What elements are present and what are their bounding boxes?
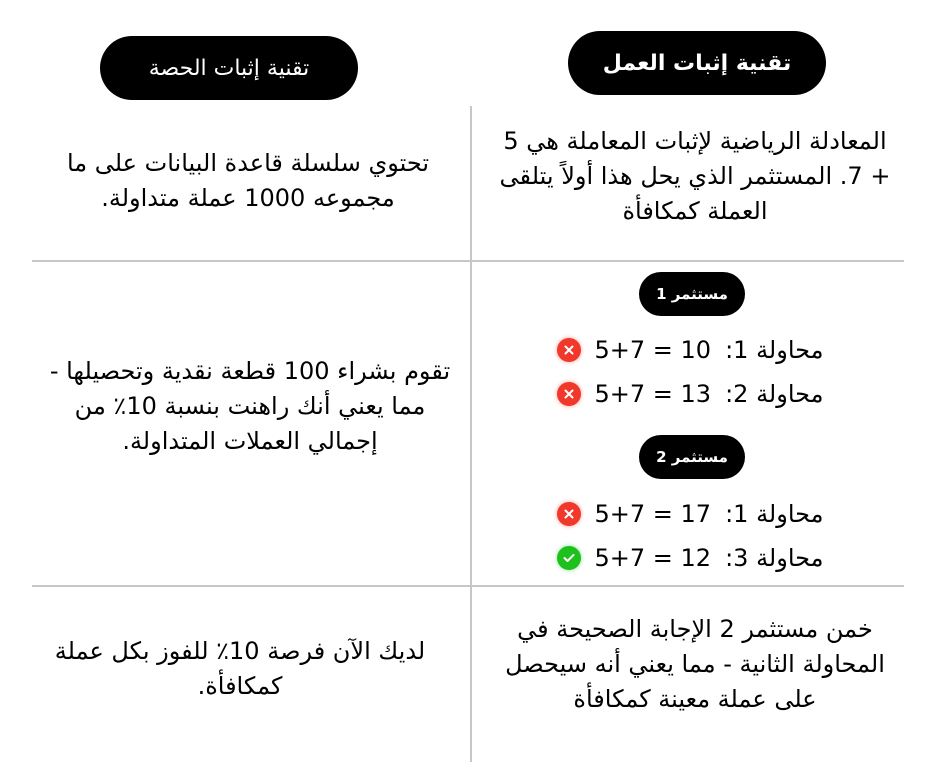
miner-2-badge: مستثمر 2	[639, 435, 745, 479]
proof-of-work-header: تقنية إثبات العمل	[568, 31, 826, 95]
column-divider	[470, 106, 472, 762]
pos-row2-text: تقوم بشراء 100 قطعة نقدية وتحصيلها - مما يعني أنك راهنت بنسبة 10٪ من إجمالي العملات المتداولة.	[49, 357, 451, 455]
pow-row1-text: المعادلة الرياضية لإثبات المعاملة هي 5 + 7. المستثمر الذي يحل هذا أولاً يتلقى العملة كمكافأة	[499, 127, 891, 225]
attempt-row	[480, 332, 900, 368]
success-check-icon	[557, 546, 581, 570]
attempt-row	[480, 376, 900, 412]
proof-of-stake-header: تقنية إثبات الحصة	[100, 36, 358, 100]
attempt-equation: 5+7 = 17	[594, 500, 712, 528]
pow-row3-text: خمن مستثمر 2 الإجابة الصحيحة في المحاولة الثانية - مما يعني أنه سيحصل على عملة معينة كمكافأة	[505, 615, 885, 713]
miner-1-badge: مستثمر 1	[639, 272, 745, 316]
pos-row3-text: لديك الآن فرصة 10٪ للفوز بكل عملة كمكافأة.	[54, 637, 426, 700]
row-divider	[32, 260, 904, 262]
attempt-row	[480, 496, 900, 532]
attempt-row	[480, 540, 900, 576]
attempt-label: محاولة 1:	[725, 336, 824, 364]
attempt-equation: 5+7 = 12	[594, 544, 712, 572]
pos-row1-text: تحتوي سلسلة قاعدة البيانات على ما مجموعه 1000 عملة متداولة.	[66, 149, 430, 212]
fail-icon	[557, 502, 581, 526]
fail-icon	[557, 382, 581, 406]
attempt-equation: 5+7 = 10	[594, 336, 712, 364]
fail-icon	[557, 338, 581, 362]
row-divider	[32, 585, 904, 587]
attempt-label: محاولة 1:	[725, 500, 824, 528]
attempt-equation: 5+7 = 13	[594, 380, 712, 408]
attempt-label: محاولة 3:	[725, 544, 824, 572]
attempt-label: محاولة 2:	[725, 380, 824, 408]
